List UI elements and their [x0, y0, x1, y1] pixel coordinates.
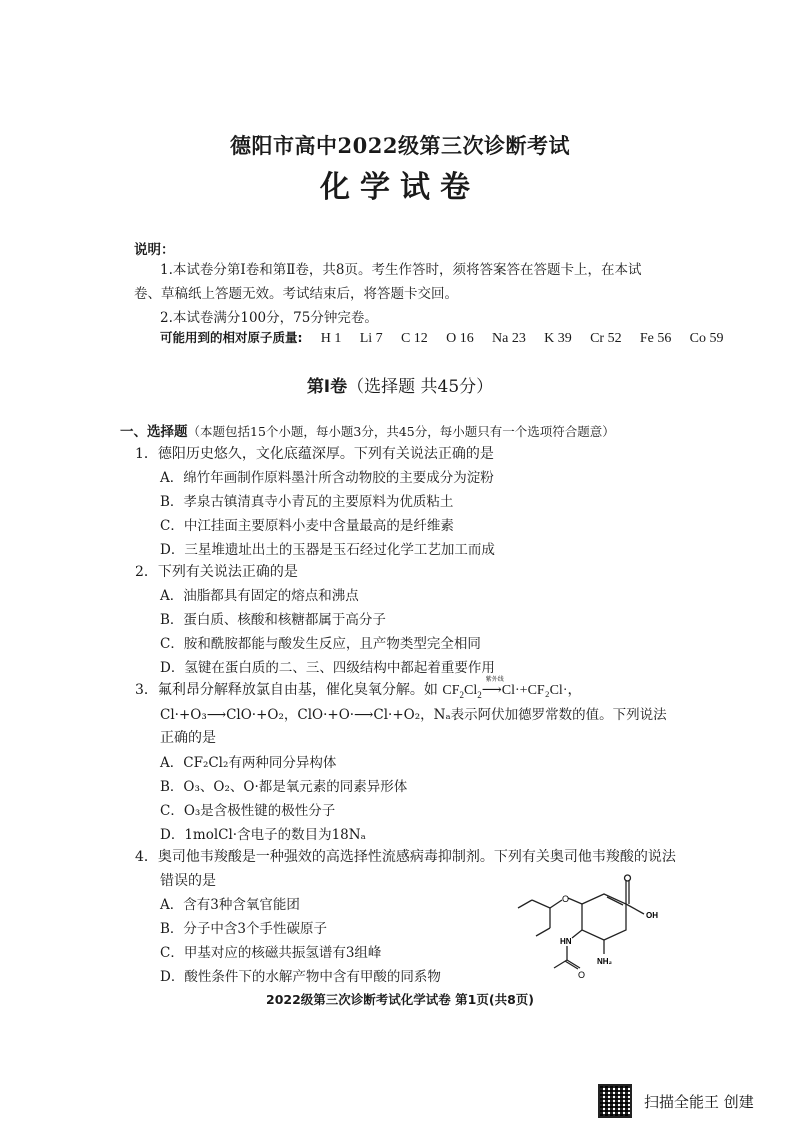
- instructions-line-2: 卷、草稿纸上答题无效。考试结束后，将答题卡交回。: [134, 286, 458, 302]
- question-3-option-c: C．O₃是含极性键的极性分子: [160, 803, 336, 819]
- atomic-mass-item: C 12: [400, 331, 428, 346]
- question-3-option-d: D．1molCl·含电子的数目为18Nₐ: [160, 827, 366, 843]
- question-4-option-d: D．酸性条件下的水解产物中含有甲酸的同系物: [160, 969, 441, 985]
- atomic-mass-item: O 16: [446, 331, 474, 346]
- question-3-reactant: $CF_2Cl_2$: [442, 683, 482, 700]
- qr-code-icon: [598, 1084, 632, 1118]
- question-2-option-a: A．油脂都具有固定的熔点和沸点: [160, 588, 359, 604]
- instructions-line-3: 2.本试卷满分100分，75分钟完卷。: [160, 310, 378, 326]
- question-1-option-a: A．绵竹年画制作原料墨汁所含动物胶的主要成分为淀粉: [160, 470, 494, 486]
- question-1-option-b: B．孝泉古镇清真寺小青瓦的主要原料为优质粘土: [160, 494, 454, 510]
- instructions-heading: 说明：: [134, 242, 175, 258]
- atomic-mass-item: H 1: [320, 331, 342, 346]
- section-1-desc: （本题包括15个小题，每小题3分，共45分，每小题只有一个选项符合题意）: [187, 424, 615, 439]
- atomic-mass-item: Li 7: [359, 331, 383, 346]
- question-4-option-c: C．甲基对应的核磁共振氢谱有3组峰: [160, 945, 382, 961]
- exam-subtitle: 化学试卷: [320, 170, 480, 205]
- section-1-label: 一、选择题: [120, 424, 188, 440]
- atomic-mass-item: Cr 52: [590, 331, 622, 346]
- atomic-mass-row: [160, 328, 724, 347]
- question-4-option-a: A．含有3种含氧官能团: [160, 897, 300, 913]
- instructions-line-1: 1.本试卷分第Ⅰ卷和第Ⅱ卷，共8页。考生作答时，须将答案答在答题卡上，在本试: [160, 262, 642, 278]
- mol-carbonyl-oxygen-label: O: [578, 970, 586, 980]
- question-3-stem-line-3: 正确的是: [160, 730, 216, 746]
- question-1-option-c: C．中江挂面主要原料小麦中含量最高的是纤维素: [160, 518, 454, 534]
- reaction-arrow-uv: 紫外线 ⟶: [481, 676, 504, 698]
- mol-oxygen-label: O: [562, 894, 570, 904]
- atomic-mass-item: Co 59: [689, 331, 724, 346]
- oseltamivir-structure-diagram: [512, 872, 672, 987]
- question-2-option-b: B．蛋白质、核酸和核糖都属于高分子: [160, 612, 386, 628]
- atomic-mass-label: 可能用到的相对原子质量:: [160, 330, 303, 345]
- volume-1-heading: [0, 372, 800, 397]
- question-3-stem-line-2: Cl·+O₃⟶ClO·+O₂，ClO·+O·⟶Cl·+O₂，Nₐ表示阿伏加德罗常数的值。下列说法: [160, 707, 667, 723]
- scanner-watermark-text: 扫描全能王 创建: [644, 1092, 754, 1111]
- scanner-watermark: [598, 1083, 754, 1119]
- mol-oh-label: OH: [646, 911, 658, 920]
- question-1-stem: 1．德阳历史悠久，文化底蕴深厚。下列有关说法正确的是: [135, 446, 494, 462]
- atomic-mass-item: Na 23: [492, 331, 526, 346]
- question-4-option-b: B．分子中含3个手性碳原子: [160, 921, 328, 937]
- question-2-stem: 2．下列有关说法正确的是: [135, 564, 298, 580]
- question-4-stem-line-2: 错误的是: [160, 873, 216, 889]
- volume-1-title: 第Ⅰ卷: [306, 377, 348, 397]
- exam-title: 德阳市高中2022级第三次诊断考试: [230, 133, 570, 158]
- mol-nh-label: HN: [560, 937, 572, 946]
- section-1-heading: [120, 420, 615, 440]
- question-3-stem-line-1: [135, 676, 582, 700]
- mol-nh2-label: NH₂: [597, 957, 613, 966]
- question-3-option-a: A．CF₂Cl₂有两种同分异构体: [160, 755, 337, 771]
- reaction-arrow-label: 紫外线: [485, 676, 504, 683]
- volume-1-subtitle: （选择题 共45分）: [347, 377, 494, 397]
- question-2-option-d: D．氢键在蛋白质的二、三、四级结构中都起着重要作用: [160, 660, 495, 676]
- question-3-product: Cl·+CF₂Cl·，: [501, 683, 582, 698]
- atomic-mass-item: K 39: [544, 331, 572, 346]
- question-3-stem-text: 3．氟利昂分解释放氯自由基，催化臭氧分解。如: [135, 682, 438, 698]
- page-footer: 2022级第三次诊断考试化学试卷 第1页(共8页): [266, 992, 534, 1007]
- question-3-option-b: B．O₃、O₂、O·都是氧元素的同素异形体: [160, 779, 408, 795]
- atomic-mass-item: Fe 56: [639, 331, 672, 346]
- question-4-stem-line-1: 4．奥司他韦羧酸是一种强效的高选择性流感病毒抑制剂。下列有关奥司他韦羧酸的说法: [135, 849, 676, 865]
- question-1-option-d: D．三星堆遗址出土的玉器是玉石经过化学工艺加工而成: [160, 542, 495, 558]
- question-2-option-c: C．胺和酰胺都能与酸发生反应，且产物类型完全相同: [160, 636, 481, 652]
